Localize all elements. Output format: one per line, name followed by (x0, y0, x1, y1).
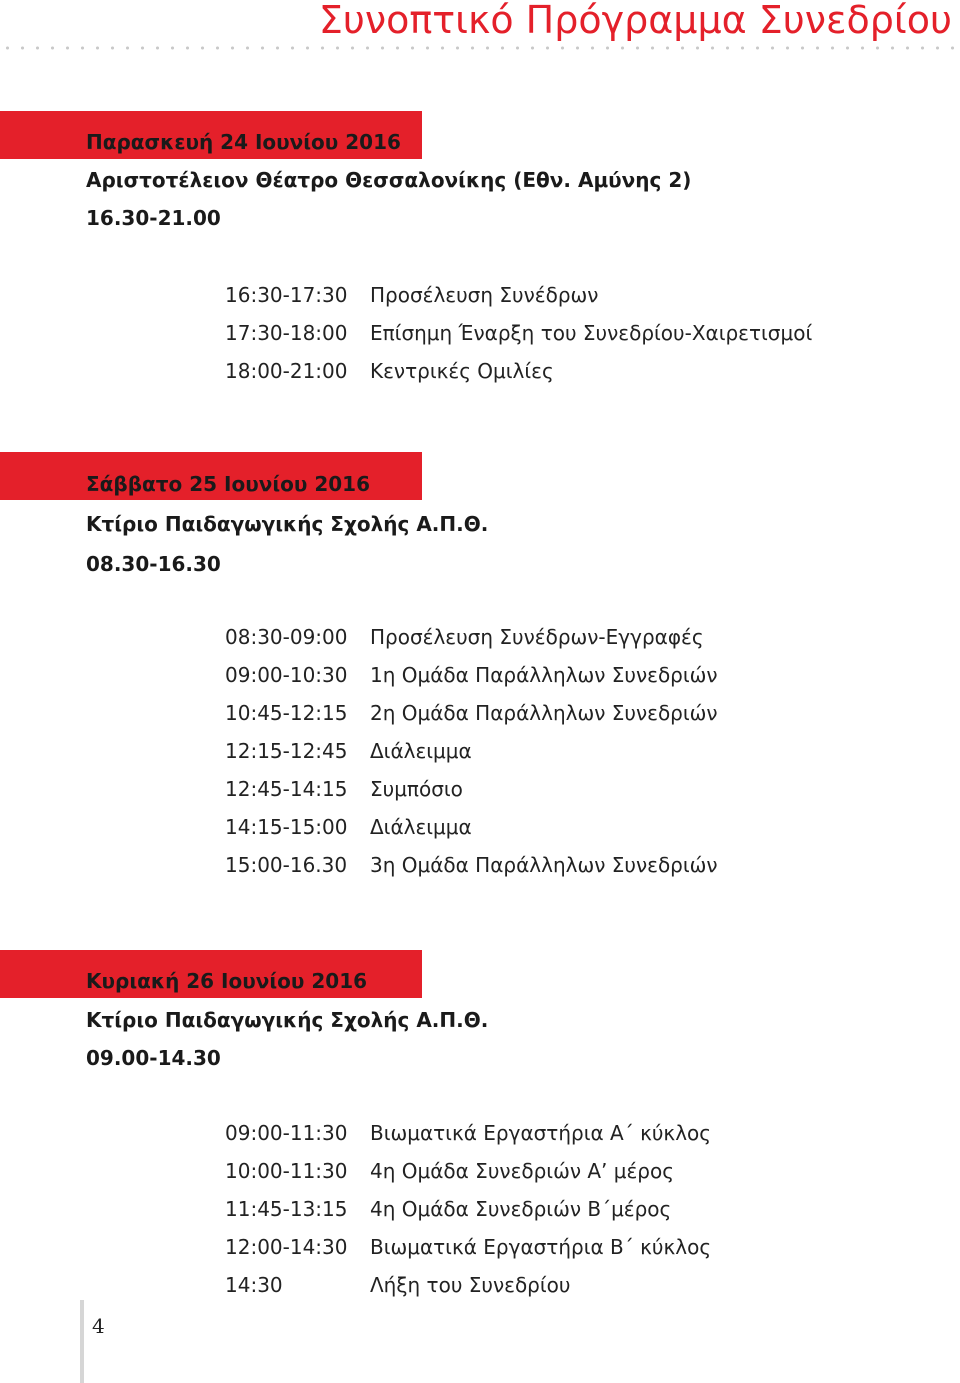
schedule-time: 09:00-11:30 (225, 1121, 348, 1145)
page-number: 4 (92, 1314, 105, 1338)
schedule-time: 09:00-10:30 (225, 663, 348, 687)
day-1-date: Παρασκευή 24 Ιουνίου 2016 (86, 130, 401, 154)
schedule-time: 08:30-09:00 (225, 625, 348, 649)
schedule-desc: 2η Ομάδα Παράλληλων Συνεδριών (370, 701, 718, 725)
schedule-desc: Διάλειμμα (370, 815, 472, 839)
schedule-time: 14:15-15:00 (225, 815, 348, 839)
dotted-divider (0, 46, 960, 50)
day-3-date: Κυριακή 26 Ιουνίου 2016 (86, 969, 368, 993)
schedule-desc: Προσέλευση Συνέδρων (370, 283, 599, 307)
day-2-venue: Κτίριο Παιδαγωγικής Σχολής Α.Π.Θ. (86, 512, 489, 536)
schedule-desc: Βιωματικά Εργαστήρια Β΄ κύκλος (370, 1235, 712, 1259)
day-3-venue: Κτίριο Παιδαγωγικής Σχολής Α.Π.Θ. (86, 1008, 489, 1032)
schedule-time: 16:30-17:30 (225, 283, 348, 307)
schedule-desc: 3η Ομάδα Παράλληλων Συνεδριών (370, 853, 718, 877)
schedule-desc: 4η Ομάδα Συνεδριών Α’ μέρος (370, 1159, 674, 1183)
page-title: Συνοπτικό Πρόγραμμα Συνεδρίου (318, 0, 952, 42)
schedule-time: 10:00-11:30 (225, 1159, 348, 1183)
schedule-time: 10:45-12:15 (225, 701, 348, 725)
day-2-hours: 08.30-16.30 (86, 552, 221, 576)
page-number-rule (80, 1300, 84, 1383)
schedule-time: 15:00-16.30 (225, 853, 348, 877)
schedule-desc: Βιωματικά Εργαστήρια Α΄ κύκλος (370, 1121, 712, 1145)
day-3-hours: 09.00-14.30 (86, 1046, 221, 1070)
schedule-time: 18:00-21:00 (225, 359, 348, 383)
schedule-desc: 4η Ομάδα Συνεδριών Β΄μέρος (370, 1197, 672, 1221)
schedule-desc: Λήξη του Συνεδρίου (370, 1273, 571, 1297)
schedule-desc: Συμπόσιο (370, 777, 463, 801)
schedule-desc: Κεντρικές Ομιλίες (370, 359, 554, 383)
day-2-date: Σάββατο 25 Ιουνίου 2016 (86, 472, 371, 496)
schedule-time: 12:00-14:30 (225, 1235, 348, 1259)
schedule-time: 14:30 (225, 1273, 283, 1297)
schedule-desc: 1η Ομάδα Παράλληλων Συνεδριών (370, 663, 718, 687)
schedule-desc: Προσέλευση Συνέδρων-Εγγραφές (370, 625, 704, 649)
schedule-time: 17:30-18:00 (225, 321, 348, 345)
schedule-time: 12:45-14:15 (225, 777, 348, 801)
schedule-desc: Επίσημη Έναρξη του Συνεδρίου-Χαιρετισμοί (370, 321, 813, 345)
day-1-hours: 16.30-21.00 (86, 206, 221, 230)
schedule-desc: Διάλειμμα (370, 739, 472, 763)
day-1-venue: Αριστοτέλειον Θέατρο Θεσσαλονίκης (Εθν. Αμύνης 2) (86, 168, 692, 192)
schedule-time: 12:15-12:45 (225, 739, 348, 763)
schedule-time: 11:45-13:15 (225, 1197, 348, 1221)
